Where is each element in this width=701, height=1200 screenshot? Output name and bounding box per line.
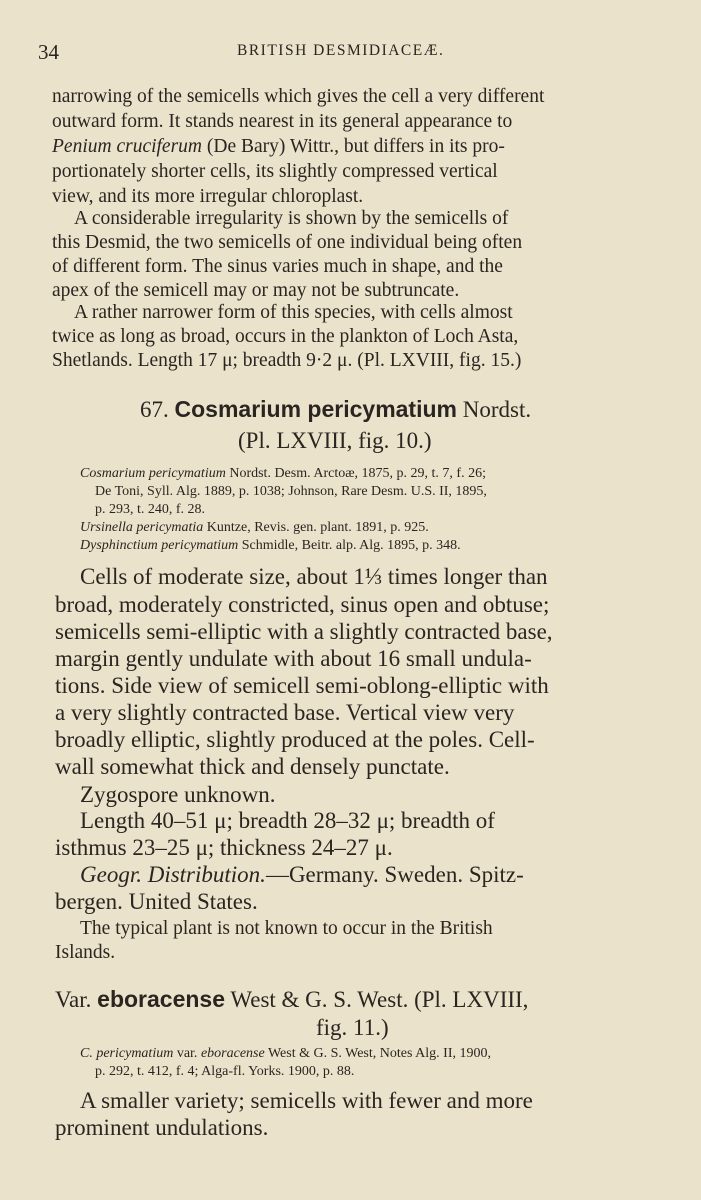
synonym-line: Dysphinctium pericymatium Schmidle, Beitr. alp. Alg. 1895, p. 348. <box>80 538 461 553</box>
text-line: view, and its more irregular chloroplast. <box>52 186 364 207</box>
description-line: wall somewhat thick and densely punctate. <box>55 754 450 779</box>
text-line: A rather narrower form of this species, with cells almost <box>74 302 513 323</box>
species-author: Nordst. <box>462 397 532 422</box>
description-line: broadly elliptic, slightly produced at the poles. Cell- <box>55 727 535 752</box>
variety-reference: p. 292, t. 412, f. 4; Alga-fl. Yorks. 1900, p. 88. <box>95 1064 355 1079</box>
description-line: Cells of moderate size, about 1⅓ times longer than <box>80 564 548 589</box>
page-number: 34 <box>38 40 59 64</box>
variety-description-line: prominent undulations. <box>55 1115 269 1140</box>
synonym-line: p. 293, t. 240, f. 28. <box>95 502 206 517</box>
variety-plate-ref: fig. 11.) <box>316 1015 389 1040</box>
text-line: outward form. It stands nearest in its general appearance to <box>52 111 513 132</box>
text-line: Penium cruciferum (De Bary) Wittr., but differs in its pro- <box>52 136 505 157</box>
description-line: a very slightly contracted base. Vertical view very <box>55 700 515 725</box>
variety-reference: C. pericymatium var. eboracense West & G. S. West, Notes Alg. II, 1900, <box>80 1046 491 1061</box>
synonym-line: Cosmarium pericymatium Nordst. Desm. Arctoæ, 1875, p. 29, t. 7, f. 26; <box>80 466 486 481</box>
species-heading <box>140 396 531 423</box>
species-number: 67. <box>140 397 169 422</box>
note-line: Islands. <box>55 942 116 963</box>
text-line: narrowing of the semicells which gives the cell a very different <box>52 86 545 107</box>
description-line: tions. Side view of semicell semi-oblong-elliptic with <box>55 673 549 698</box>
running-title: BRITISH DESMIDIACEÆ. <box>237 42 445 59</box>
text-line: portionately shorter cells, its slightly compressed vertical <box>52 161 498 182</box>
measurement-line: Length 40–51 μ; breadth 28–32 μ; breadth of <box>80 808 495 833</box>
description-line: semicells semi-elliptic with a slightly contracted base, <box>55 619 553 644</box>
measurement-line: isthmus 23–25 μ; thickness 24–27 μ. <box>55 835 393 860</box>
species-name: Cosmarium pericymatium <box>174 396 457 422</box>
variety-description-line: A smaller variety; semicells with fewer and more <box>80 1088 533 1113</box>
note-line: The typical plant is not known to occur in the British <box>80 918 493 939</box>
text-line: twice as long as broad, occurs in the plankton of Loch Asta, <box>52 326 519 347</box>
variety-name: eboracense <box>97 986 226 1012</box>
text-line: this Desmid, the two semicells of one individual being often <box>52 232 523 253</box>
distribution-line: bergen. United States. <box>55 889 258 914</box>
genus-italic: Penium <box>52 136 112 157</box>
text-line: A considerable irregularity is shown by the semicells of <box>74 208 509 229</box>
text-line: of different form. The sinus varies much in shape, and the <box>52 256 503 277</box>
variety-heading: Var. eboracense West & G. S. West. (Pl. LXVIII, <box>55 986 529 1012</box>
text-line: Shetlands. Length 17 μ; breadth 9·2 μ. (Pl. LXVIII, fig. 15.) <box>52 350 522 371</box>
species-plate-ref: (Pl. LXVIII, fig. 10.) <box>238 428 432 453</box>
description-line: broad, moderately constricted, sinus open and obtuse; <box>55 592 550 617</box>
description-line: margin gently undulate with about 16 small undula- <box>55 646 532 671</box>
distribution-label: Geogr. Distribution. <box>80 862 266 887</box>
synonym-line: Ursinella pericymatia Kuntze, Revis. gen. plant. 1891, p. 925. <box>80 520 429 535</box>
synonym-line: De Toni, Syll. Alg. 1889, p. 1038; Johnson, Rare Desm. U.S. II, 1895, <box>95 484 487 499</box>
zygospore-line: Zygospore unknown. <box>80 782 276 807</box>
distribution-line: Geogr. Distribution.—Germany. Sweden. Spitz- <box>80 862 524 887</box>
text-line: apex of the semicell may or may not be subtruncate. <box>52 280 460 301</box>
